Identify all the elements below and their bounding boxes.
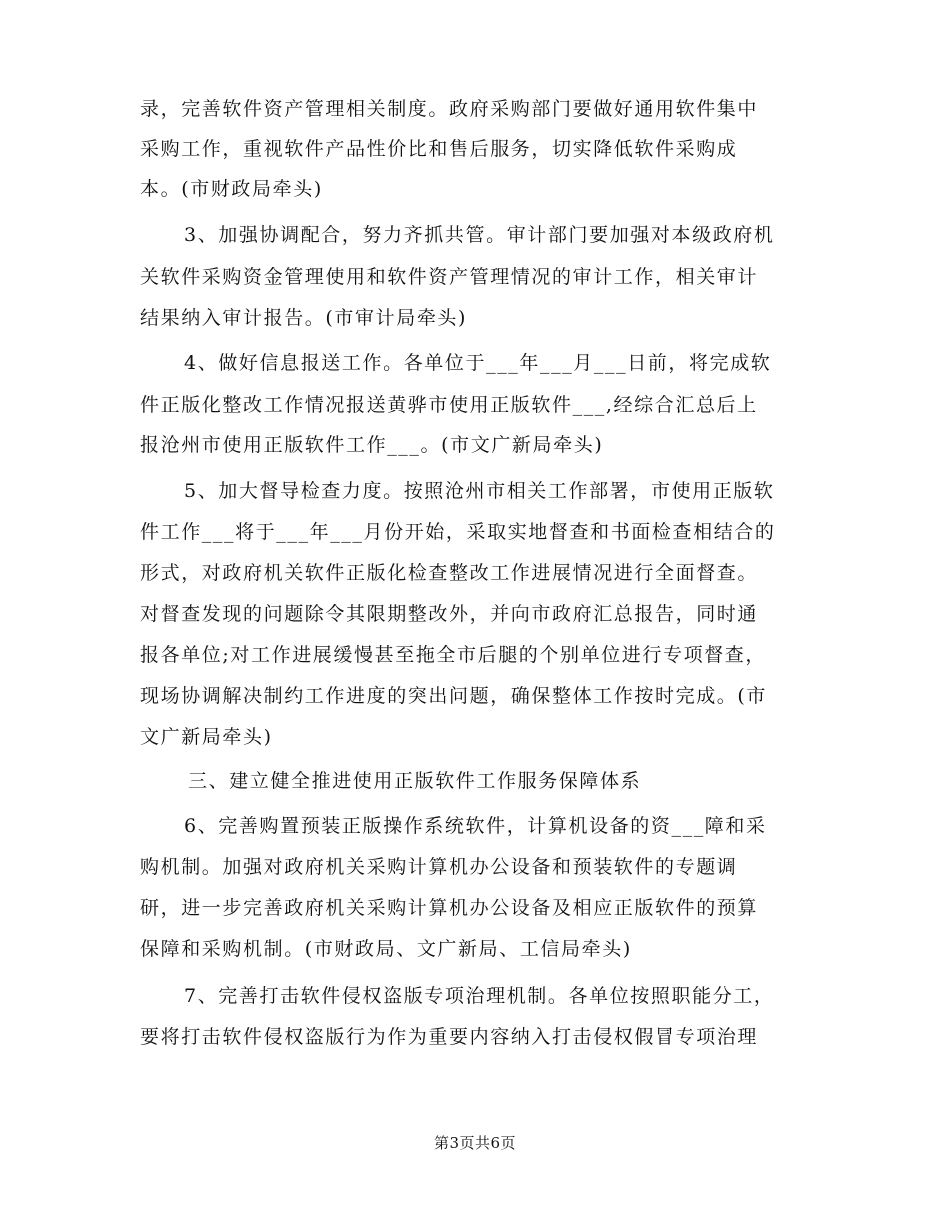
- body-text-line: 保障和采购机制。(市财政局、文广新局、工信局牵头): [140, 938, 632, 960]
- body-text-line: 要将打击软件侵权盗版行为作为重要内容纳入打击侵权假冒专项治理: [140, 1026, 759, 1048]
- paragraph-first-line: 4、做好信息报送工作。各单位于___年___月___日前，将完成软: [184, 352, 772, 374]
- paragraph-first-line: 6、完善购置预装正版操作系统软件，计算机设备的资___障和采: [184, 815, 767, 837]
- page-number-footer: 第3页共6页: [433, 1134, 517, 1152]
- body-text-line: 本。(市财政局牵头): [140, 178, 323, 200]
- body-text-line: 结果纳入审计报告。(市审计局牵头): [140, 307, 468, 329]
- body-text-line: 对督查发现的问题除令其限期整改外，并向市政府汇总报告，同时通: [140, 603, 759, 625]
- body-text-line: 形式，对政府机关软件正版化检查整改工作进展情况进行全面督查。: [140, 562, 759, 584]
- body-text-line: 件工作___将于___年___月份开始，采取实地督查和书面检查相结合的: [140, 521, 776, 543]
- body-text-line: 件正版化整改工作情况报送黄骅市使用正版软件___,经综合汇总后上: [140, 394, 758, 416]
- paragraph-first-line: 3、加强协调配合，努力齐抓共管。审计部门要加强对本级政府机: [184, 224, 775, 246]
- body-text-line: 报沧州市使用正版软件工作___。(市文广新局牵头): [140, 434, 604, 456]
- body-text-line: 报各单位;对工作进展缓慢甚至拖全市后腿的个别单位进行专项督查，: [140, 644, 767, 666]
- body-text-line: 购机制。加强对政府机关采购计算机办公设备和预装软件的专题调: [140, 856, 738, 878]
- body-text-line: 录，完善软件资产管理相关制度。政府采购部门要做好通用软件集中: [140, 98, 759, 120]
- paragraph-first-line: 5、加大督导检查力度。按照沧州市相关工作部署，市使用正版软: [184, 480, 775, 502]
- paragraph-first-line: 7、完善打击软件侵权盗版专项治理机制。各单位按照职能分工，: [184, 985, 775, 1007]
- body-text-line: 研，进一步完善政府机关采购计算机办公设备及相应正版软件的预算: [140, 897, 759, 919]
- body-text-line: 采购工作，重视软件产品性价比和售后服务，切实降低软件采购成: [140, 138, 738, 160]
- body-text-line: 关软件采购资金管理使用和软件资产管理情况的审计工作，相关审计: [140, 266, 759, 288]
- section-heading: 三、建立健全推进使用正版软件工作服务保障体系: [188, 770, 642, 792]
- body-text-line: 现场协调解决制约工作进度的突出问题，确保整体工作按时完成。(市: [140, 685, 768, 707]
- body-text-line: 文广新局牵头): [140, 726, 273, 748]
